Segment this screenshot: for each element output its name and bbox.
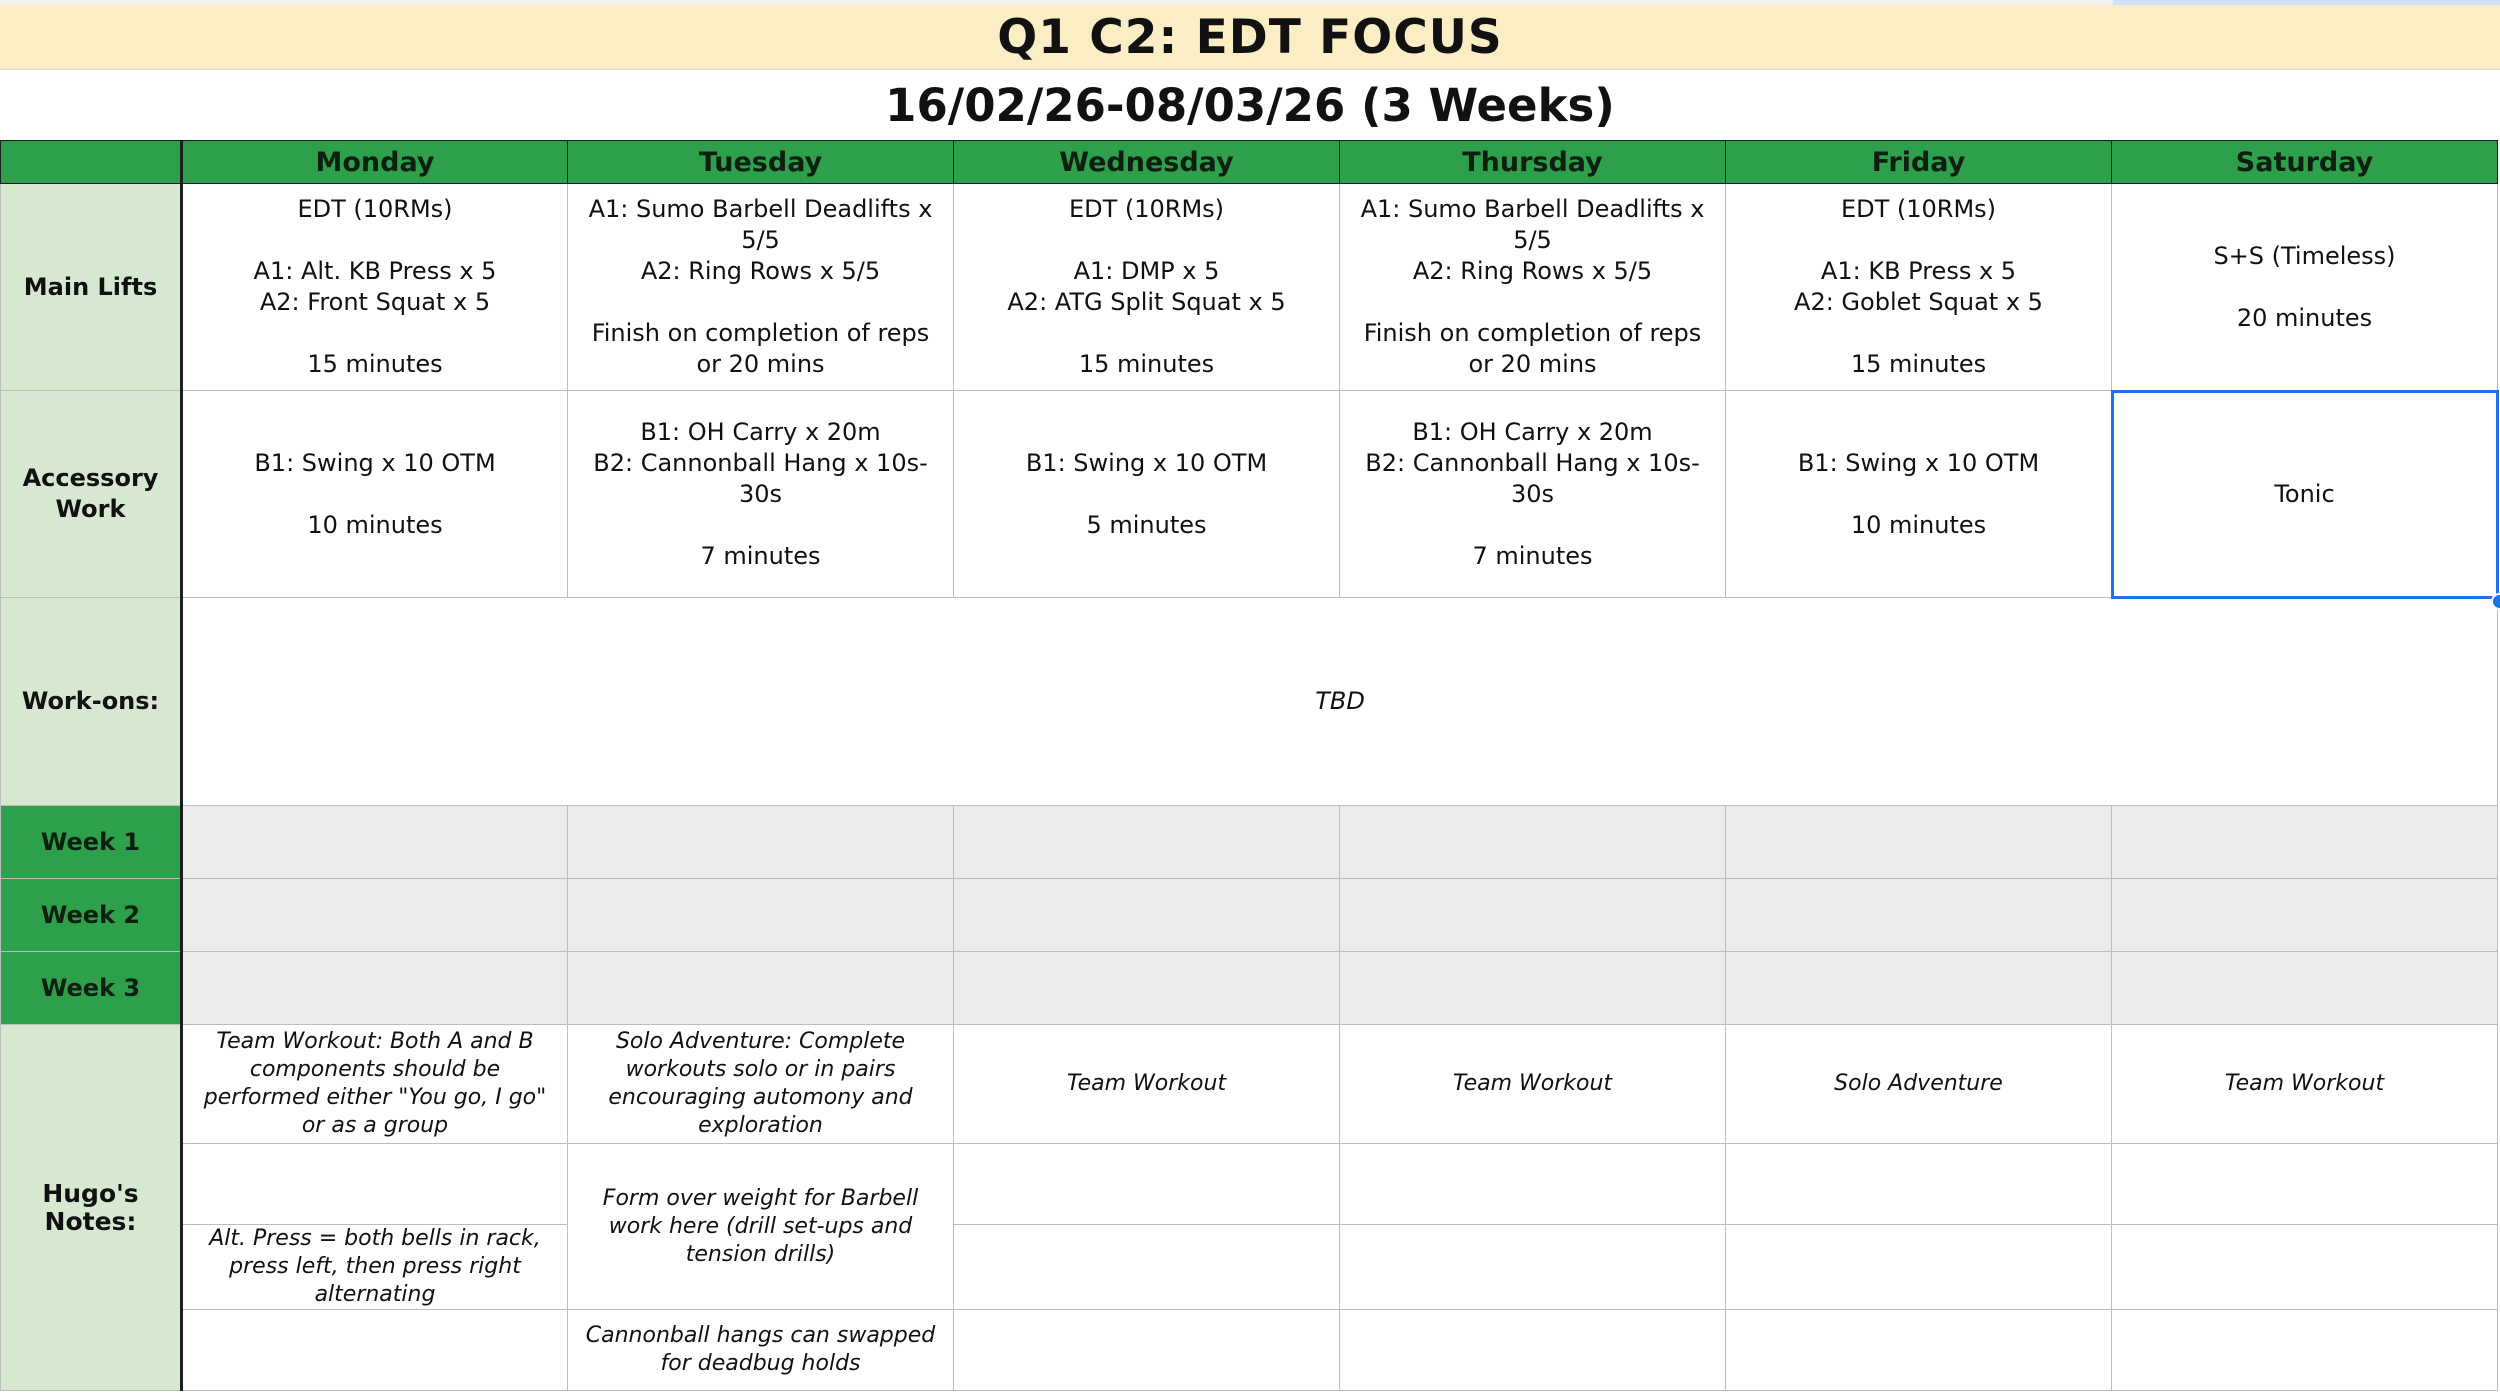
week-1-row xyxy=(1,806,2498,879)
notes-1-monday[interactable]: Team Workout: Both A and B components should be performed either "You go, I go" or as a group xyxy=(182,1025,568,1144)
notes-2-friday[interactable] xyxy=(1726,1144,2112,1225)
day-header-thursday[interactable]: Thursday xyxy=(1340,141,1726,184)
week-2-row xyxy=(1,879,2498,952)
accessory-work-row xyxy=(1,391,2498,598)
accessory-friday[interactable]: B1: Swing x 10 OTM 10 minutes xyxy=(1726,391,2112,598)
day-header-tuesday[interactable]: Tuesday xyxy=(568,141,954,184)
week-2-thursday[interactable] xyxy=(1340,879,1726,952)
notes-1-friday[interactable]: Solo Adventure xyxy=(1726,1025,2112,1144)
notes-row-4 xyxy=(1,1310,2498,1391)
accessory-saturday-selected-cell[interactable]: Tonic xyxy=(2112,391,2498,598)
week-3-monday[interactable] xyxy=(182,952,568,1025)
day-header-row xyxy=(1,141,2498,184)
row-label-main-lifts[interactable]: Main Lifts xyxy=(1,184,182,391)
week-3-friday[interactable] xyxy=(1726,952,2112,1025)
week-3-saturday[interactable] xyxy=(2112,952,2498,1025)
week-3-wednesday[interactable] xyxy=(954,952,1340,1025)
notes-1-saturday[interactable]: Team Workout xyxy=(2112,1025,2498,1144)
week-2-tuesday[interactable] xyxy=(568,879,954,952)
row-label-work-ons[interactable]: Work-ons: xyxy=(1,598,182,806)
row-label-accessory-work[interactable]: Accessory Work xyxy=(1,391,182,598)
notes-1-tuesday[interactable]: Solo Adventure: Complete workouts solo or in pairs encouraging automony and exploration xyxy=(568,1025,954,1144)
main-lifts-saturday[interactable]: S+S (Timeless) 20 minutes xyxy=(2112,184,2498,391)
day-header-wednesday[interactable]: Wednesday xyxy=(954,141,1340,184)
notes-3-monday[interactable]: Alt. Press = both bells in rack, press left, then press right alternating xyxy=(182,1225,568,1310)
notes-2-thursday[interactable] xyxy=(1340,1144,1726,1225)
main-lifts-thursday[interactable]: A1: Sumo Barbell Deadlifts x 5/5 A2: Ring Rows x 5/5 Finish on completion of reps or 20 mins xyxy=(1340,184,1726,391)
work-ons-merged-cell[interactable]: TBD xyxy=(182,598,2498,806)
notes-3-thursday[interactable] xyxy=(1340,1225,1726,1310)
week-1-friday[interactable] xyxy=(1726,806,2112,879)
sheet-title-cell[interactable] xyxy=(0,5,2500,70)
notes-4-friday[interactable] xyxy=(1726,1310,2112,1391)
week-2-wednesday[interactable] xyxy=(954,879,1340,952)
week-3-thursday[interactable] xyxy=(1340,952,1726,1025)
week-1-wednesday[interactable] xyxy=(954,806,1340,879)
notes-1-thursday[interactable]: Team Workout xyxy=(1340,1025,1726,1144)
week-1-saturday[interactable] xyxy=(2112,806,2498,879)
week-3-tuesday[interactable] xyxy=(568,952,954,1025)
notes-4-saturday[interactable] xyxy=(2112,1310,2498,1391)
week-1-thursday[interactable] xyxy=(1340,806,1726,879)
notes-row-3 xyxy=(1,1225,2498,1310)
notes-row-1 xyxy=(1,1025,2498,1144)
notes-3-friday[interactable] xyxy=(1726,1225,2112,1310)
accessory-thursday[interactable]: B1: OH Carry x 20m B2: Cannonball Hang x 10s-30s 7 minutes xyxy=(1340,391,1726,598)
notes-4-monday[interactable] xyxy=(182,1310,568,1391)
week-2-monday[interactable] xyxy=(182,879,568,952)
sheet-title: Q1 C2: EDT FOCUS xyxy=(997,9,1503,65)
notes-4-wednesday[interactable] xyxy=(954,1310,1340,1391)
day-header-monday[interactable]: Monday xyxy=(182,141,568,184)
date-range: 16/02/26-08/03/26 (3 Weeks) xyxy=(885,78,1615,132)
notes-2-saturday[interactable] xyxy=(2112,1144,2498,1225)
training-grid xyxy=(0,140,2498,1391)
notes-3-wednesday[interactable] xyxy=(954,1225,1340,1310)
row-label-week-1[interactable]: Week 1 xyxy=(1,806,182,879)
notes-row-2 xyxy=(1,1144,2498,1225)
row-label-week-2[interactable]: Week 2 xyxy=(1,879,182,952)
accessory-monday[interactable]: B1: Swing x 10 OTM 10 minutes xyxy=(182,391,568,598)
notes-2-tuesday[interactable]: Form over weight for Barbell work here (drill set-ups and tension drills) xyxy=(568,1144,954,1310)
main-lifts-wednesday[interactable]: EDT (10RMs) A1: DMP x 5 A2: ATG Split Squat x 5 15 minutes xyxy=(954,184,1340,391)
week-3-row xyxy=(1,952,2498,1025)
week-1-tuesday[interactable] xyxy=(568,806,954,879)
accessory-wednesday[interactable]: B1: Swing x 10 OTM 5 minutes xyxy=(954,391,1340,598)
row-label-week-3[interactable]: Week 3 xyxy=(1,952,182,1025)
day-header-saturday[interactable]: Saturday xyxy=(2112,141,2498,184)
notes-4-thursday[interactable] xyxy=(1340,1310,1726,1391)
main-lifts-friday[interactable]: EDT (10RMs) A1: KB Press x 5 A2: Goblet Squat x 5 15 minutes xyxy=(1726,184,2112,391)
corner-cell[interactable] xyxy=(1,141,182,184)
notes-1-wednesday[interactable]: Team Workout xyxy=(954,1025,1340,1144)
notes-2-wednesday[interactable] xyxy=(954,1144,1340,1225)
week-2-saturday[interactable] xyxy=(2112,879,2498,952)
row-label-hugos-notes[interactable]: Hugo's Notes: xyxy=(1,1025,182,1391)
notes-4-tuesday[interactable]: Cannonball hangs can swapped for deadbug holds xyxy=(568,1310,954,1391)
main-lifts-monday[interactable]: EDT (10RMs) A1: Alt. KB Press x 5 A2: Front Squat x 5 15 minutes xyxy=(182,184,568,391)
work-ons-row xyxy=(1,598,2498,806)
accessory-tuesday[interactable]: B1: OH Carry x 20m B2: Cannonball Hang x 10s-30s 7 minutes xyxy=(568,391,954,598)
date-range-cell[interactable] xyxy=(0,70,2500,140)
day-header-friday[interactable]: Friday xyxy=(1726,141,2112,184)
notes-3-saturday[interactable] xyxy=(2112,1225,2498,1310)
main-lifts-tuesday[interactable]: A1: Sumo Barbell Deadlifts x 5/5 A2: Ring Rows x 5/5 Finish on completion of reps or 20 mins xyxy=(568,184,954,391)
week-2-friday[interactable] xyxy=(1726,879,2112,952)
main-lifts-row xyxy=(1,184,2498,391)
notes-2-monday[interactable] xyxy=(182,1144,568,1225)
week-1-monday[interactable] xyxy=(182,806,568,879)
